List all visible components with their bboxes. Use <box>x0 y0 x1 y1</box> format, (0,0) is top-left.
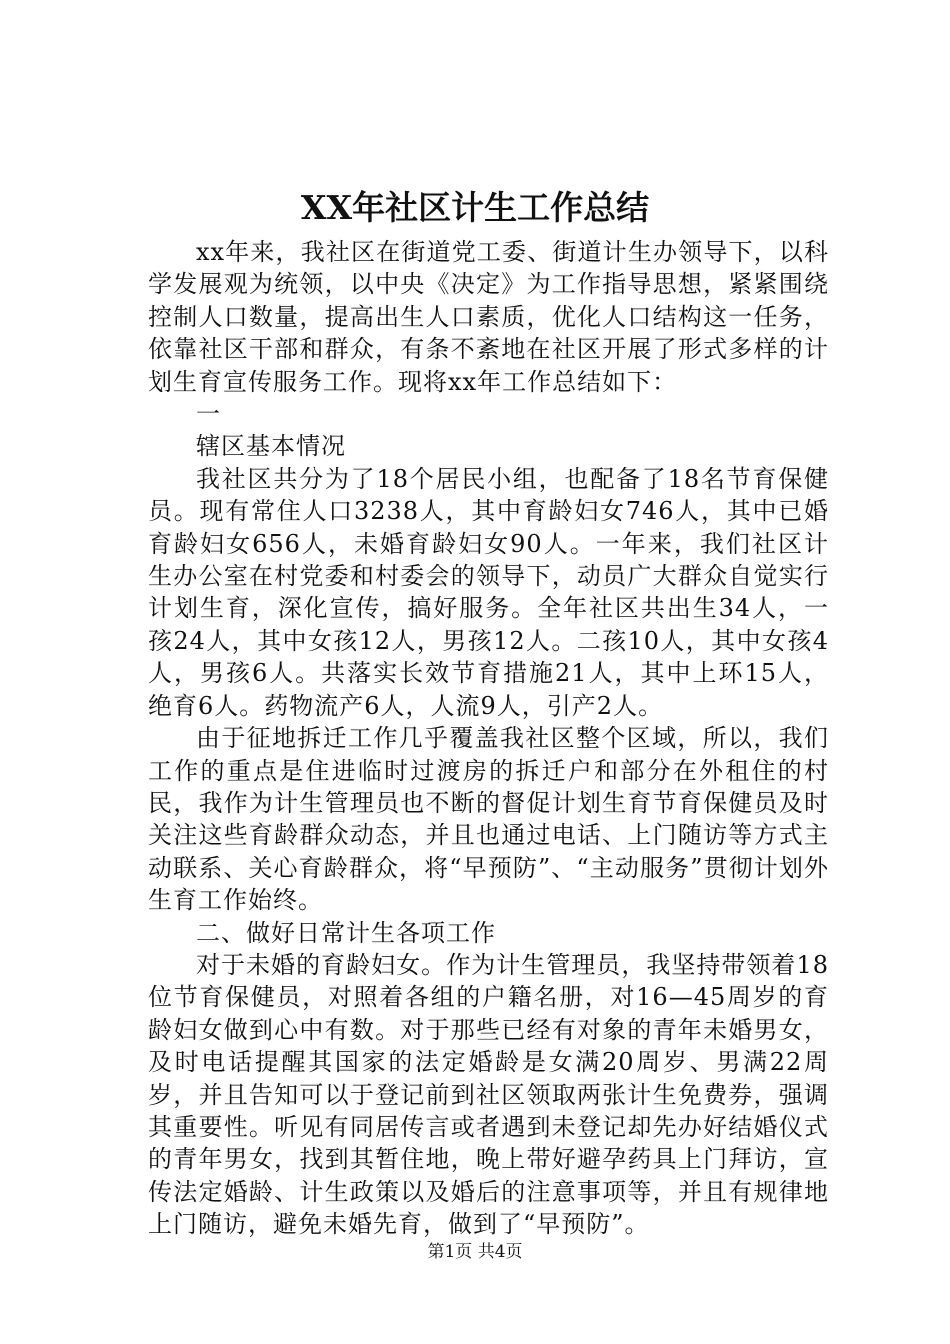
section-heading-daily-work: 二、做好日常计生各项工作 <box>196 918 496 947</box>
document-body <box>148 236 829 1241</box>
unmarried-women-paragraph: 对于未婚的育龄妇女。作为计生管理员，我坚持带领着18位节育保健员，对照着各组的户籍名册，对16—45周岁的育龄妇女做到心中有数。对于那些已经有对象的青年未婚男女，及时电话提醒其国家的法定婚龄是女满20周岁、男满22周岁，并且告知可以于登记前到社区领取两张计生免费券，强调其重要性。听见有同居传言或者遇到未登记却先办好结婚仪式的青年男女，找到其暂住地，晚上带好避孕药具上门拜访，宣传法定婚龄、计生政策以及婚后的注意事项等，并且有规律地上门随访，避免未婚先育，做到了“早预防”。 <box>148 950 829 1239</box>
page-footer: 第1页 共4页 <box>427 1242 523 1262</box>
section-number-one: 一 <box>196 400 221 429</box>
intro-paragraph: xx年来，我社区在街道党工委、街道计生办领导下，以科学发展观为统领，以中央《决定》为工作指导思想，紧紧围绕控制人口数量，提高出生人口素质，优化人口结构这一任务，依靠社区干部和群众，有条不紊地在社区开展了形式多样的计划生育宣传服务工作。现将xx年工作总结如下： <box>148 238 829 396</box>
basic-situation-paragraph: 我社区共分为了18个居民小组，也配备了18名节育保健员。现有常住人口3238人，其中育龄妇女746人，其中已婚育龄妇女656人，未婚育龄妇女90人。一年来，我们社区计生办公室在村党委和村委会的领导下，动员广大群众自觉实行计划生育，深化宣传，搞好服务。全年社区共出生34人，一孩24人，其中女孩12人，男孩12人。二孩10人，其中女孩4人，男孩6人。共落实长效节育措施21人，其中上环15人，绝育6人。药物流产6人，人流9人，引产2人。 <box>148 464 829 720</box>
document-title: XX年社区计生工作总结 <box>300 188 650 227</box>
section-heading-basic-situation: 辖区基本情况 <box>196 432 346 461</box>
relocation-paragraph: 由于征地拆迁工作几乎覆盖我社区整个区域，所以，我们工作的重点是住进临时过渡房的拆迁户和部分在外租住的村民，我作为计生管理员也不断的督促计划生育节育保健员及时关注这些育龄群众动态，并且也通过电话、上门随访等方式主动联系、关心育龄群众，将“早预防”、“主动服务”贯彻计划外生育工作始终。 <box>148 724 829 915</box>
